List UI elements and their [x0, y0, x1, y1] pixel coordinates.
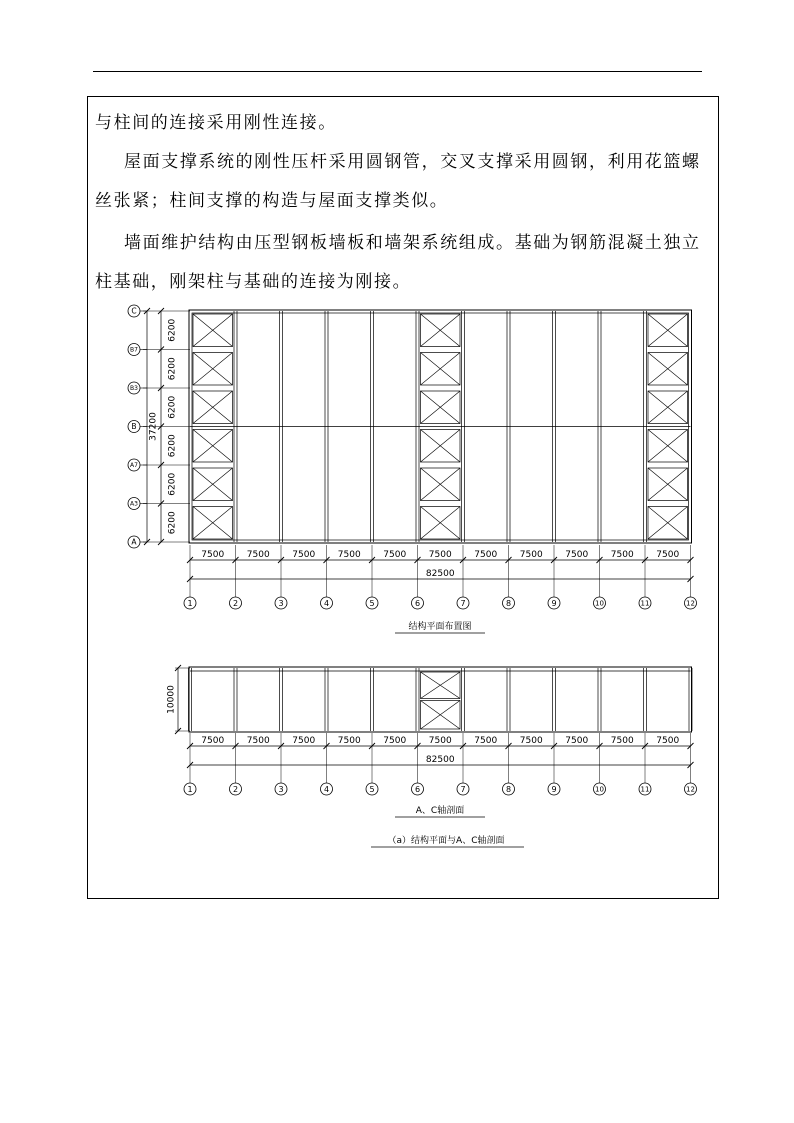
paragraph-line: 与柱间的连接采用刚性连接。	[95, 113, 337, 133]
row-axis-label: B	[131, 422, 137, 431]
plan-bay-dimension: 7500	[565, 550, 589, 560]
paragraph-line: 屋面支撑系统的刚性压杆采用圆钢管，交叉支撑采用圆钢，利用花篮螺	[124, 152, 701, 172]
row-axis-label: A	[131, 537, 137, 547]
section-column-axis-label: 10	[595, 785, 604, 794]
plan-column-axis-label: 2	[232, 599, 239, 608]
plan-row-dimension: 6200	[167, 434, 178, 458]
plan-row-dimension: 6200	[167, 357, 178, 381]
section-bay-dimension: 7500	[383, 736, 407, 746]
plan-column-axis-label: 11	[640, 599, 650, 608]
section-total-length: 82500	[425, 755, 455, 765]
section-bay-dimension: 7500	[656, 736, 680, 746]
section-height-dimension: 10000	[166, 685, 177, 714]
plan-row-dimension: 6200	[167, 318, 178, 342]
row-axis-label: B7	[130, 346, 138, 354]
paragraph-line: 丝张紧；柱间支撑的构造与屋面支撑类似。	[95, 191, 449, 211]
plan-column-axis-label: 8	[505, 599, 512, 608]
row-axis-label: A7	[130, 462, 138, 469]
plan-column-axis-label: 7	[460, 599, 466, 608]
section-column-axis-label: 2	[232, 785, 239, 794]
plan-column-axis-label: 12	[686, 599, 695, 608]
section-bay-dimension: 7500	[337, 736, 361, 746]
section-column-axis-label: 5	[369, 785, 375, 794]
section-column-axis-label: 11	[640, 785, 650, 794]
plan-row-dimension: 6200	[167, 395, 178, 419]
plan-column-axis-label: 4	[323, 599, 330, 608]
plan-bay-dimension: 7500	[383, 550, 407, 560]
plan-bay-dimension: 7500	[610, 550, 634, 560]
section-column-axis-label: 4	[323, 785, 330, 794]
plan-column-axis-label: 6	[414, 599, 421, 608]
row-axis-label: B3	[130, 385, 138, 392]
section-bay-dimension: 7500	[519, 736, 543, 746]
plan-total-depth: 37200	[148, 412, 159, 441]
section-column-axis-label: 8	[505, 785, 512, 794]
section-column-axis-label: 12	[686, 785, 695, 794]
row-axis-label: A3	[130, 500, 138, 508]
plan-column-axis-label: 5	[369, 599, 375, 608]
plan-total-length: 82500	[425, 569, 455, 579]
section-bay-dimension: 7500	[246, 736, 270, 746]
section-outline	[189, 667, 692, 732]
plan-column-axis-label: 10	[595, 599, 604, 608]
section-column-axis-label: 7	[460, 785, 466, 794]
plan-bay-dimension: 7500	[337, 550, 361, 560]
plan-bay-dimension: 7500	[292, 550, 316, 560]
plan-caption: 结构平面布置图	[408, 622, 472, 632]
plan-column-axis-label: 3	[278, 599, 284, 608]
plan-column-axis-label: 1	[187, 599, 193, 608]
section-caption: A、C轴剖面	[415, 806, 465, 816]
plan-row-dimension: 6200	[167, 511, 178, 535]
section-bay-dimension: 7500	[610, 736, 634, 746]
row-axis-label: C	[131, 306, 137, 316]
figure-caption: （a）结构平面与A、C轴剖面	[387, 836, 505, 846]
section-bay-dimension: 7500	[565, 736, 589, 746]
section-bay-dimension: 7500	[201, 736, 225, 746]
section-column-axis-label: 1	[187, 785, 193, 794]
plan-bay-dimension: 7500	[656, 550, 680, 560]
plan-bay-dimension: 7500	[246, 550, 270, 560]
section-column-axis-label: 3	[278, 785, 284, 794]
plan-bay-dimension: 7500	[428, 550, 452, 560]
plan-bay-dimension: 7500	[474, 550, 498, 560]
section-column-axis-label: 6	[414, 785, 421, 794]
section-bay-dimension: 7500	[428, 736, 452, 746]
plan-row-dimension: 6200	[167, 472, 178, 496]
section-bay-dimension: 7500	[292, 736, 316, 746]
section-column-axis-label: 9	[551, 785, 557, 794]
section-bay-dimension: 7500	[474, 736, 498, 746]
plan-bay-dimension: 7500	[519, 550, 543, 560]
paragraph-line: 墙面维护结构由压型钢板墙板和墙架系统组成。基础为钢筋混凝土独立	[124, 233, 701, 253]
plan-bay-dimension: 7500	[201, 550, 225, 560]
paragraph-line: 柱基础，刚架柱与基础的连接为刚接。	[95, 272, 412, 292]
plan-column-axis-label: 9	[551, 599, 557, 608]
